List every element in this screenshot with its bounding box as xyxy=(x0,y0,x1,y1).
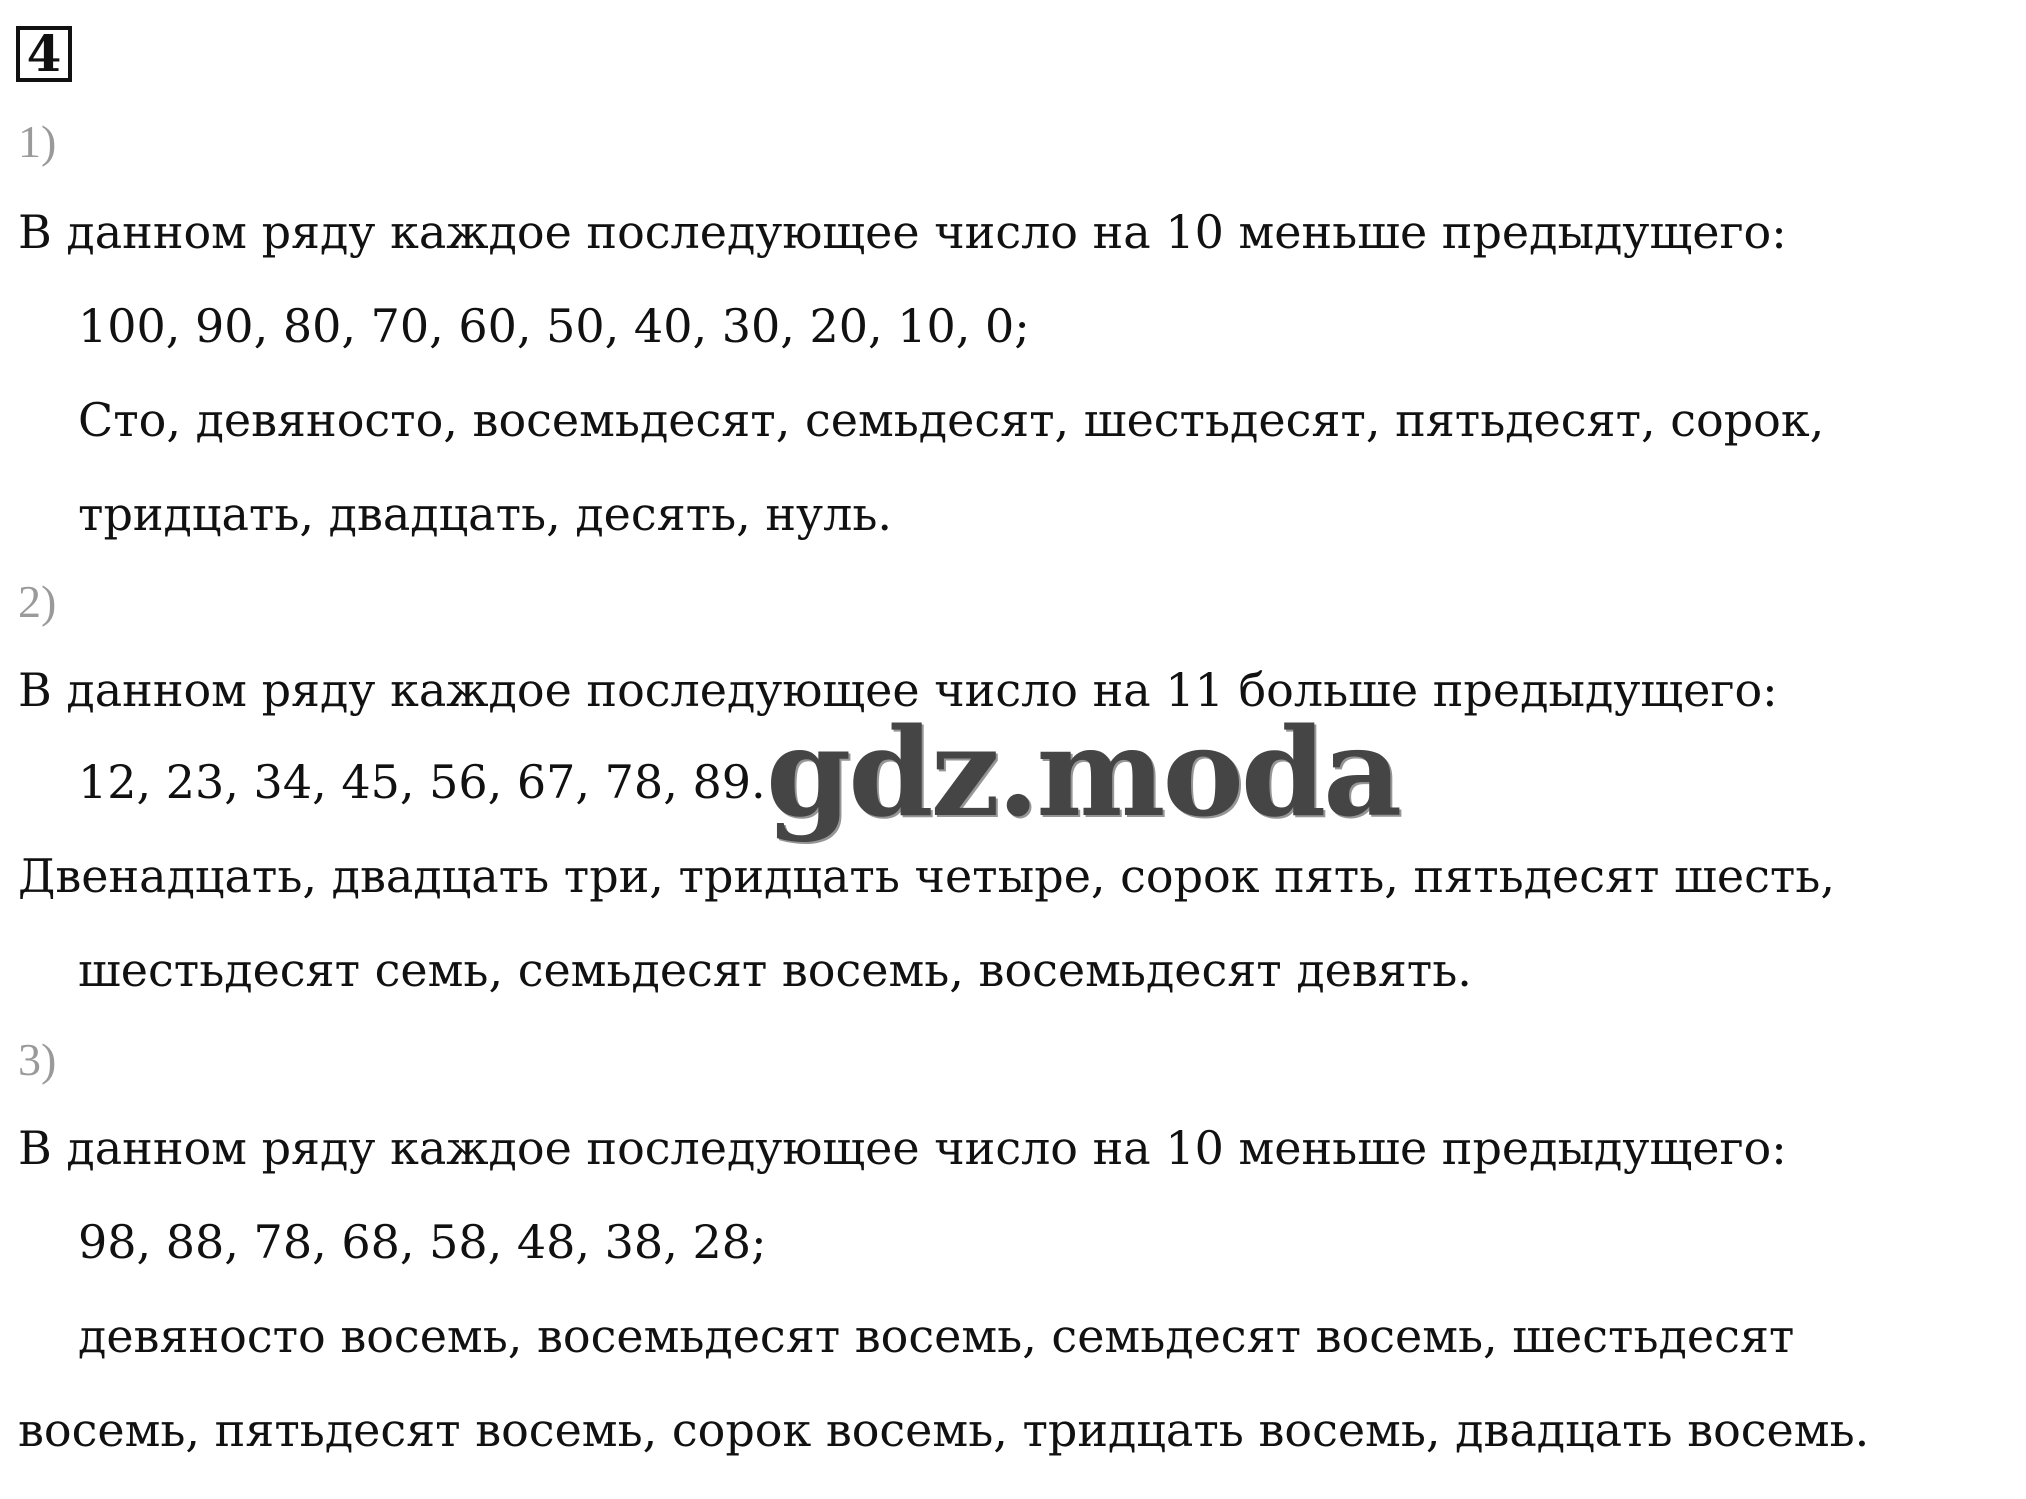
section-1-words-line-2: тридцать, двадцать, десять, нуль. xyxy=(78,487,893,541)
section-1-numbers: 100, 90, 80, 70, 60, 50, 40, 30, 20, 10, 0; xyxy=(78,299,1030,353)
section-2-numbers: 12, 23, 34, 45, 56, 67, 78, 89. xyxy=(78,755,766,809)
section-2-words-line-2: шестьдесят семь, семьдесят восемь, восемьдесят девять. xyxy=(78,943,1472,997)
section-1-rule: В данном ряду каждое последующее число на 10 меньше предыдущего: xyxy=(18,205,1787,259)
section-3-marker: 3) xyxy=(18,1034,57,1085)
section-2-words-line-1: Двенадцать, двадцать три, тридцать четыре, сорок пять, пятьдесят шесть, xyxy=(18,849,1835,903)
section-3-numbers: 98, 88, 78, 68, 58, 48, 38, 28; xyxy=(78,1215,767,1269)
section-1-marker: 1) xyxy=(18,116,57,167)
section-2-marker: 2) xyxy=(18,576,57,627)
task-number-box: 4 xyxy=(16,26,72,82)
section-3-words-line-2: восемь, пятьдесят восемь, сорок восемь, тридцать восемь, двадцать восемь. xyxy=(18,1403,1870,1457)
watermark-logo: gdz.moda xyxy=(766,700,1400,844)
section-3-rule: В данном ряду каждое последующее число на 10 меньше предыдущего: xyxy=(18,1121,1787,1175)
section-2-rule: В данном ряду каждое последующее число на 11 больше предыдущего: xyxy=(18,663,1778,717)
section-1-words-line-1: Сто, девяносто, восемьдесят, семьдесят, шестьдесят, пятьдесят, сорок, xyxy=(78,393,1825,447)
section-3-words-line-1: девяносто восемь, восемьдесят восемь, семьдесят восемь, шестьдесят xyxy=(78,1309,1795,1363)
